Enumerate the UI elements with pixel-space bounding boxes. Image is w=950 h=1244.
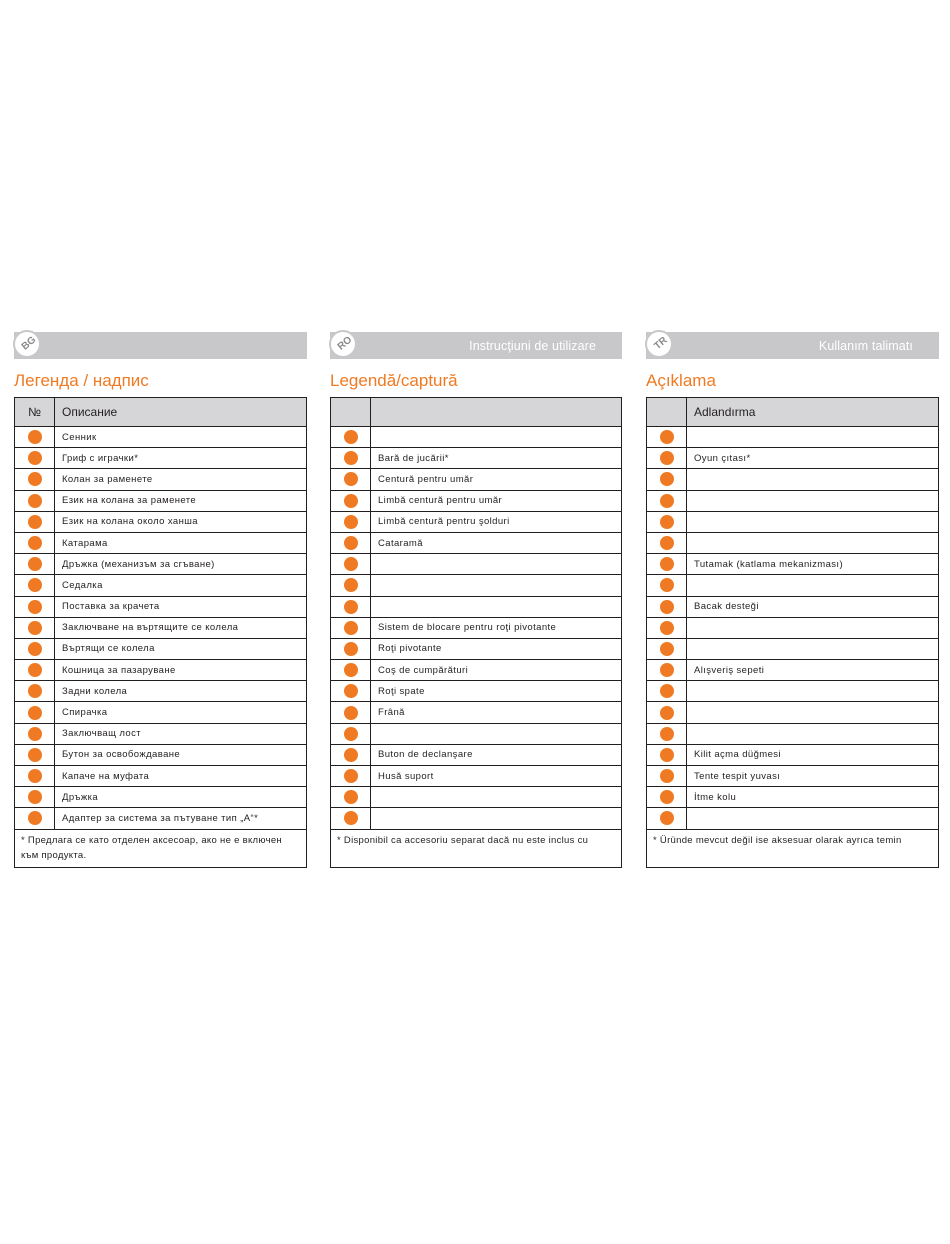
orange-dot-icon (344, 536, 358, 550)
table-row (647, 617, 939, 638)
row-description: Език на колана около ханша (55, 511, 307, 532)
orange-dot-icon (344, 578, 358, 592)
row-marker (15, 448, 55, 469)
table-row (331, 511, 622, 532)
row-marker (15, 744, 55, 765)
column-header-number: № (15, 398, 55, 427)
table-row (331, 638, 622, 659)
row-marker (15, 808, 55, 829)
row-marker (15, 532, 55, 553)
row-description: Заключващ лост (55, 723, 307, 744)
row-marker (15, 766, 55, 787)
orange-dot-icon (28, 748, 42, 762)
column-header-number (331, 398, 371, 427)
header-bar (14, 332, 307, 359)
orange-dot-icon (28, 706, 42, 720)
row-marker (331, 532, 371, 553)
orange-dot-icon (344, 515, 358, 529)
row-description: Kilit açma düğmesi (687, 744, 939, 765)
row-marker (647, 766, 687, 787)
orange-dot-icon (28, 600, 42, 614)
footnote: * Üründe mevcut değil ise aksesuar olarak ayrıca temin (647, 829, 939, 867)
table-row (647, 448, 939, 469)
table-row (647, 787, 939, 808)
row-marker (331, 723, 371, 744)
row-marker (15, 681, 55, 702)
section-title: Açıklama (646, 371, 716, 390)
footnote: * Disponibil ca accesoriu separat dacă nu este inclus cu (331, 829, 622, 867)
row-marker (331, 638, 371, 659)
row-description: Въртящи се колела (55, 638, 307, 659)
column-ro (330, 332, 622, 868)
orange-dot-icon (660, 430, 674, 444)
row-marker (647, 617, 687, 638)
row-description: Buton de declanşare (371, 744, 622, 765)
row-description: Сенник (55, 427, 307, 448)
section-title: Legendă/captură (330, 371, 458, 390)
row-description (687, 702, 939, 723)
row-description: Limbă centură pentru umăr (371, 490, 622, 511)
orange-dot-icon (660, 557, 674, 571)
row-description (687, 723, 939, 744)
orange-dot-icon (660, 769, 674, 783)
row-marker (15, 660, 55, 681)
row-marker (331, 766, 371, 787)
row-description: Bacak desteği (687, 596, 939, 617)
table-row (647, 511, 939, 532)
table-row (15, 617, 307, 638)
table-row (15, 469, 307, 490)
legend-table (14, 397, 307, 868)
row-marker (647, 808, 687, 829)
orange-dot-icon (28, 663, 42, 677)
orange-dot-icon (344, 621, 358, 635)
column-header-description: Описание (55, 398, 307, 427)
row-description (687, 617, 939, 638)
orange-dot-icon (28, 578, 42, 592)
table-row (15, 490, 307, 511)
row-marker (15, 575, 55, 596)
column-header-description (371, 398, 622, 427)
language-badge: TR (645, 330, 673, 358)
row-description: Roţi spate (371, 681, 622, 702)
row-marker (331, 617, 371, 638)
section-title: Легенда / надпис (14, 371, 149, 390)
row-marker (647, 554, 687, 575)
row-description: Oyun çıtası* (687, 448, 939, 469)
table-row (15, 596, 307, 617)
row-marker (647, 596, 687, 617)
row-marker (331, 490, 371, 511)
row-marker (15, 469, 55, 490)
header-title: Kullanım talimatı (818, 339, 913, 353)
row-description (371, 787, 622, 808)
row-marker (15, 427, 55, 448)
table-row (15, 532, 307, 553)
row-description (371, 596, 622, 617)
orange-dot-icon (344, 600, 358, 614)
row-marker (15, 490, 55, 511)
orange-dot-icon (28, 642, 42, 656)
row-description: Поставка за крачета (55, 596, 307, 617)
table-row (15, 702, 307, 723)
table-row (647, 702, 939, 723)
orange-dot-icon (660, 451, 674, 465)
orange-dot-icon (28, 684, 42, 698)
row-description: Coş de cumpărături (371, 660, 622, 681)
row-marker (331, 787, 371, 808)
table-row (331, 490, 622, 511)
table-row (15, 808, 307, 829)
table-row (15, 427, 307, 448)
orange-dot-icon (660, 642, 674, 656)
row-description (687, 638, 939, 659)
footnote: * Предлага се като отделен аксесоар, ако не е включен към продукта. (15, 829, 307, 867)
table-row (647, 490, 939, 511)
orange-dot-icon (344, 769, 358, 783)
row-description (371, 554, 622, 575)
row-marker (647, 469, 687, 490)
row-marker (15, 554, 55, 575)
orange-dot-icon (660, 472, 674, 486)
row-marker (15, 787, 55, 808)
orange-dot-icon (344, 557, 358, 571)
row-marker (647, 744, 687, 765)
table-row (331, 723, 622, 744)
orange-dot-icon (344, 472, 358, 486)
row-marker (15, 617, 55, 638)
table-row (331, 575, 622, 596)
orange-dot-icon (28, 472, 42, 486)
row-marker (331, 681, 371, 702)
row-description: Tutamak (katlama mekanizması) (687, 554, 939, 575)
table-row (331, 744, 622, 765)
row-marker (15, 638, 55, 659)
row-description (687, 575, 939, 596)
table-row (331, 554, 622, 575)
row-marker (15, 511, 55, 532)
table-row (331, 660, 622, 681)
table-row (331, 617, 622, 638)
table-row (331, 766, 622, 787)
row-marker (331, 575, 371, 596)
orange-dot-icon (28, 769, 42, 783)
table-row (15, 660, 307, 681)
row-description: İtme kolu (687, 787, 939, 808)
column-tr (646, 332, 939, 868)
row-marker (647, 490, 687, 511)
row-marker (647, 723, 687, 744)
row-marker (15, 702, 55, 723)
orange-dot-icon (28, 811, 42, 825)
orange-dot-icon (660, 790, 674, 804)
row-description: Гриф с играчки* (55, 448, 307, 469)
orange-dot-icon (344, 642, 358, 656)
legend-table (330, 397, 622, 868)
row-description (687, 532, 939, 553)
orange-dot-icon (660, 621, 674, 635)
row-description: Задни колела (55, 681, 307, 702)
orange-dot-icon (660, 706, 674, 720)
table-row (647, 660, 939, 681)
orange-dot-icon (660, 600, 674, 614)
row-marker (331, 660, 371, 681)
orange-dot-icon (344, 811, 358, 825)
row-description: Капаче на муфата (55, 766, 307, 787)
table-row (647, 596, 939, 617)
orange-dot-icon (344, 727, 358, 741)
row-description (687, 511, 939, 532)
orange-dot-icon (344, 430, 358, 444)
orange-dot-icon (28, 536, 42, 550)
table-row (15, 723, 307, 744)
orange-dot-icon (28, 557, 42, 571)
language-badge: BG (13, 330, 41, 358)
table-row (647, 638, 939, 659)
table-row (331, 681, 622, 702)
row-description: Cataramă (371, 532, 622, 553)
orange-dot-icon (660, 494, 674, 508)
row-marker (647, 681, 687, 702)
table-row (15, 511, 307, 532)
row-description: Limbă centură pentru şolduri (371, 511, 622, 532)
row-description (687, 808, 939, 829)
row-description: Roţi pivotante (371, 638, 622, 659)
table-row (331, 448, 622, 469)
legend-table (646, 397, 939, 868)
table-row (331, 808, 622, 829)
orange-dot-icon (660, 727, 674, 741)
header-title: Instrucţiuni de utilizare (469, 339, 596, 353)
row-description: Катарама (55, 532, 307, 553)
row-marker (647, 787, 687, 808)
row-description: Седалка (55, 575, 307, 596)
table-row (647, 427, 939, 448)
row-description: Sistem de blocare pentru roţi pivotante (371, 617, 622, 638)
row-marker (647, 427, 687, 448)
orange-dot-icon (28, 621, 42, 635)
table-row (647, 681, 939, 702)
row-marker (331, 554, 371, 575)
row-description: Адаптер за система за пътуване тип „A“* (55, 808, 307, 829)
language-badge: RO (329, 330, 357, 358)
table-row (647, 744, 939, 765)
row-marker (647, 511, 687, 532)
table-row (647, 575, 939, 596)
row-marker (331, 702, 371, 723)
row-description: Дръжка (механизъм за сгъване) (55, 554, 307, 575)
row-description (371, 575, 622, 596)
row-marker (331, 596, 371, 617)
orange-dot-icon (660, 515, 674, 529)
row-marker (331, 808, 371, 829)
table-row (15, 787, 307, 808)
row-description (687, 427, 939, 448)
table-row (331, 532, 622, 553)
row-description: Бутон за освобождаване (55, 744, 307, 765)
row-marker (647, 660, 687, 681)
row-marker (331, 744, 371, 765)
orange-dot-icon (28, 451, 42, 465)
orange-dot-icon (660, 811, 674, 825)
row-description: Husă suport (371, 766, 622, 787)
orange-dot-icon (28, 727, 42, 741)
row-description (371, 427, 622, 448)
table-row (647, 469, 939, 490)
table-row (331, 702, 622, 723)
row-description: Език на колана за раменете (55, 490, 307, 511)
row-description (371, 808, 622, 829)
table-row (647, 532, 939, 553)
column-bg (14, 332, 307, 868)
table-row (331, 469, 622, 490)
row-marker (647, 448, 687, 469)
orange-dot-icon (28, 515, 42, 529)
table-row (15, 766, 307, 787)
row-marker (15, 596, 55, 617)
row-description: Frână (371, 702, 622, 723)
table-row (647, 808, 939, 829)
table-row (331, 427, 622, 448)
orange-dot-icon (660, 578, 674, 592)
orange-dot-icon (660, 684, 674, 698)
row-description: Колан за раменете (55, 469, 307, 490)
row-description: Centură pentru umăr (371, 469, 622, 490)
row-description: Кошница за пазаруване (55, 660, 307, 681)
table-row (647, 766, 939, 787)
row-description: Alışveriş sepeti (687, 660, 939, 681)
row-marker (331, 448, 371, 469)
row-marker (331, 469, 371, 490)
row-description: Спирачка (55, 702, 307, 723)
row-marker (331, 427, 371, 448)
orange-dot-icon (344, 790, 358, 804)
row-marker (331, 511, 371, 532)
orange-dot-icon (344, 684, 358, 698)
row-description: Заключване на въртящите се колела (55, 617, 307, 638)
table-row (331, 787, 622, 808)
table-row (331, 596, 622, 617)
table-row (647, 554, 939, 575)
orange-dot-icon (344, 706, 358, 720)
orange-dot-icon (28, 790, 42, 804)
table-row (647, 723, 939, 744)
row-description (687, 490, 939, 511)
row-marker (647, 702, 687, 723)
row-marker (15, 723, 55, 744)
orange-dot-icon (660, 536, 674, 550)
row-marker (647, 638, 687, 659)
row-description (371, 723, 622, 744)
table-row (15, 554, 307, 575)
orange-dot-icon (660, 748, 674, 762)
orange-dot-icon (28, 494, 42, 508)
row-description (687, 469, 939, 490)
row-description: Дръжка (55, 787, 307, 808)
orange-dot-icon (28, 430, 42, 444)
row-marker (647, 575, 687, 596)
table-row (15, 448, 307, 469)
header-bar (330, 332, 622, 359)
orange-dot-icon (344, 748, 358, 762)
table-row (15, 638, 307, 659)
orange-dot-icon (344, 663, 358, 677)
table-row (15, 744, 307, 765)
row-description: Tente tespit yuvası (687, 766, 939, 787)
table-row (15, 575, 307, 596)
row-description: Bară de jucării* (371, 448, 622, 469)
header-bar (646, 332, 939, 359)
row-description (687, 681, 939, 702)
row-marker (647, 532, 687, 553)
column-header-number (647, 398, 687, 427)
orange-dot-icon (344, 451, 358, 465)
column-header-description: Adlandırma (687, 398, 939, 427)
orange-dot-icon (660, 663, 674, 677)
orange-dot-icon (344, 494, 358, 508)
table-row (15, 681, 307, 702)
